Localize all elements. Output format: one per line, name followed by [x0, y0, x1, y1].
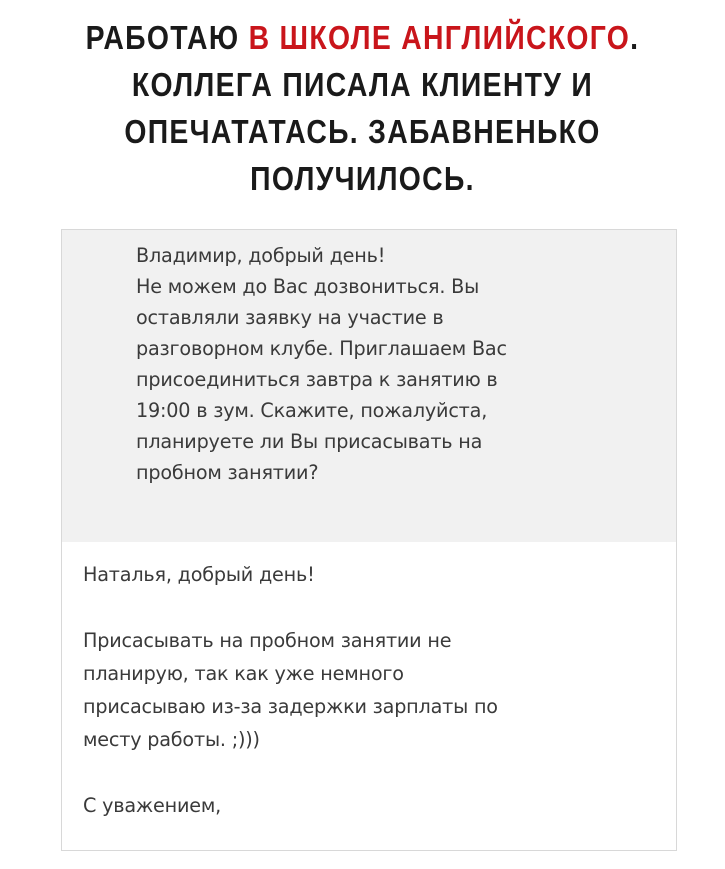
- paragraph-gap: [83, 756, 663, 789]
- reply-message-text: [83, 558, 663, 822]
- headline-line-3: ОПЕЧАТАТАСЬ. ЗАБАВНЕНЬКО: [124, 113, 601, 150]
- headline-line-2: КОЛЛЕГА ПИСАЛА КЛИЕНТУ И: [131, 66, 594, 103]
- headline-line-4: ПОЛУЧИЛОСЬ.: [250, 160, 475, 197]
- message-line: планируете ли Вы присасывать на: [136, 430, 483, 453]
- incoming-message: [62, 230, 676, 542]
- paragraph-gap: [83, 591, 663, 624]
- reply-closing: С уважением,: [83, 794, 222, 817]
- incoming-message-text: [136, 240, 656, 488]
- message-line: Присасывать на пробном занятии не: [83, 629, 452, 652]
- headline-line-1: [51, 14, 675, 61]
- message-line: 19:00 в зум. Скажите, пожалуйста,: [136, 399, 488, 422]
- reply-message: [62, 542, 676, 850]
- message-line: присасываю из-за задержки зарплаты по: [83, 695, 498, 718]
- message-line: оставляли заявку на участие в: [136, 306, 444, 329]
- reply-greeting: Наталья, добрый день!: [83, 563, 315, 586]
- message-line: месту работы. ;))): [83, 728, 260, 751]
- headline-prefix: РАБОТАЮ: [85, 19, 249, 56]
- headline-suffix: .: [630, 19, 640, 56]
- message-line: присоединиться завтра к занятию в: [136, 368, 498, 391]
- headline-accent: В ШКОЛЕ АНГЛИЙСКОГО: [248, 19, 631, 56]
- message-line: Не можем до Вас дозвониться. Вы: [136, 275, 480, 298]
- message-line: Владимир, добрый день!: [136, 244, 386, 267]
- message-line: пробном занятии?: [136, 461, 319, 484]
- message-line: планирую, так как уже немного: [83, 662, 404, 685]
- message-line: разговорном клубе. Приглашаем Вас: [136, 337, 507, 360]
- chat-screenshot: [61, 229, 677, 851]
- meme-headline: [51, 14, 675, 202]
